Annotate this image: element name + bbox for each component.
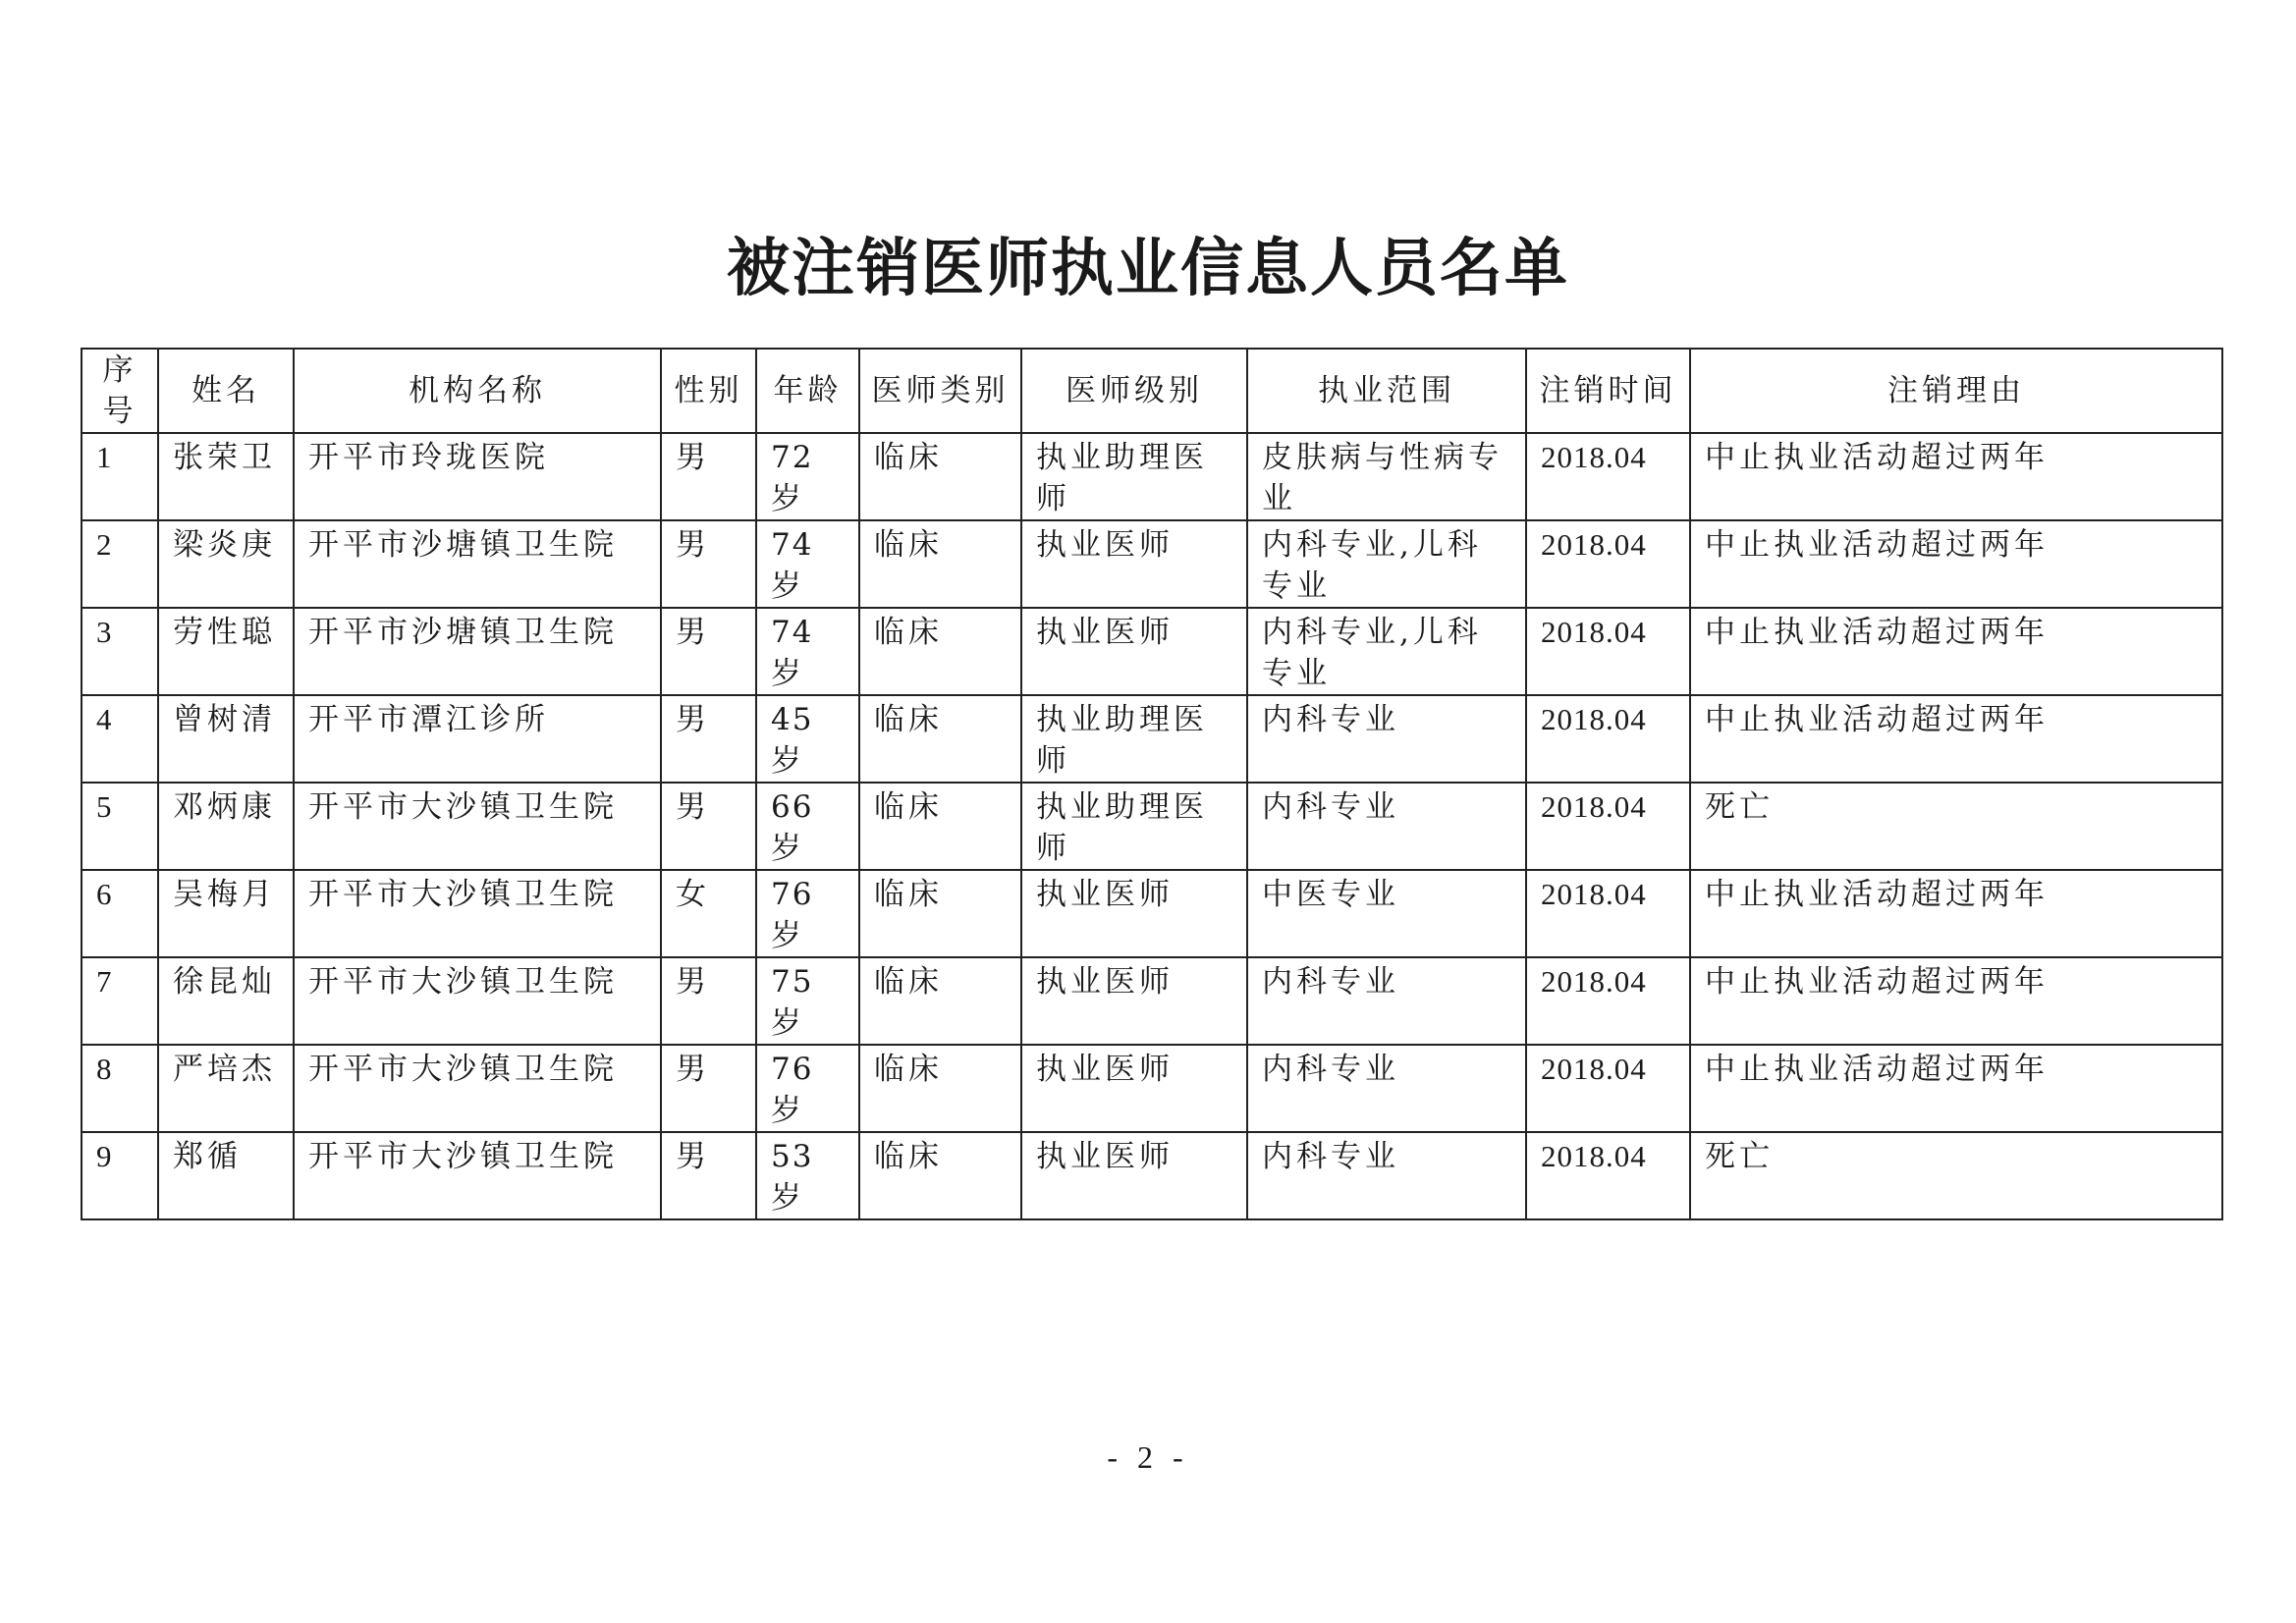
- deregistered-physicians-table: [81, 348, 2223, 1220]
- cell-category: 临床: [859, 870, 1021, 957]
- column-header: 医师级别: [1021, 349, 1247, 433]
- table-row: [82, 608, 2222, 695]
- cell-age: 76岁: [756, 1045, 859, 1132]
- page-title: 被注销医师执业信息人员名单: [727, 233, 1569, 305]
- table-row: [82, 1132, 2222, 1219]
- table-row: [82, 695, 2222, 783]
- cell-level: 执业助理医师: [1021, 433, 1247, 520]
- cell-gender: 男: [661, 433, 756, 520]
- cell-institution: 开平市大沙镇卫生院: [294, 1045, 661, 1132]
- cell-institution: 开平市大沙镇卫生院: [294, 957, 661, 1045]
- cell-level: 执业医师: [1021, 870, 1247, 957]
- cell-scope: 内科专业: [1247, 695, 1526, 783]
- column-header: 机构名称: [294, 349, 661, 433]
- cell-category: 临床: [859, 695, 1021, 783]
- cell-reason: 死亡: [1690, 783, 2222, 870]
- cell-index: 5: [82, 783, 158, 870]
- cell-institution: 开平市潭江诊所: [294, 695, 661, 783]
- cell-name: 劳性聪: [158, 608, 294, 695]
- cell-date: 2018.04: [1526, 1132, 1690, 1219]
- cell-institution: 开平市大沙镇卫生院: [294, 1132, 661, 1219]
- cell-category: 临床: [859, 520, 1021, 608]
- cell-index: 2: [82, 520, 158, 608]
- cell-category: 临床: [859, 1045, 1021, 1132]
- cell-scope: 内科专业: [1247, 783, 1526, 870]
- cell-age: 53岁: [756, 1132, 859, 1219]
- cell-level: 执业医师: [1021, 1132, 1247, 1219]
- cell-institution: 开平市沙塘镇卫生院: [294, 520, 661, 608]
- cell-level: 执业医师: [1021, 1045, 1247, 1132]
- column-header: 注销理由: [1690, 349, 2222, 433]
- cell-institution: 开平市大沙镇卫生院: [294, 783, 661, 870]
- cell-date: 2018.04: [1526, 783, 1690, 870]
- cell-reason: 中止执业活动超过两年: [1690, 608, 2222, 695]
- table-row: [82, 520, 2222, 608]
- column-header: 序号: [82, 349, 158, 433]
- cell-level: 执业医师: [1021, 608, 1247, 695]
- column-header: 医师类别: [859, 349, 1021, 433]
- cell-gender: 女: [661, 870, 756, 957]
- cell-gender: 男: [661, 1132, 756, 1219]
- cell-gender: 男: [661, 783, 756, 870]
- cell-date: 2018.04: [1526, 608, 1690, 695]
- cell-level: 执业助理医师: [1021, 783, 1247, 870]
- cell-name: 郑循: [158, 1132, 294, 1219]
- cell-gender: 男: [661, 1045, 756, 1132]
- cell-age: 66岁: [756, 783, 859, 870]
- cell-age: 45岁: [756, 695, 859, 783]
- table-row: [82, 957, 2222, 1045]
- cell-date: 2018.04: [1526, 870, 1690, 957]
- cell-reason: 中止执业活动超过两年: [1690, 1045, 2222, 1132]
- cell-category: 临床: [859, 433, 1021, 520]
- cell-institution: 开平市大沙镇卫生院: [294, 870, 661, 957]
- cell-reason: 死亡: [1690, 1132, 2222, 1219]
- cell-gender: 男: [661, 695, 756, 783]
- cell-scope: 内科专业: [1247, 1132, 1526, 1219]
- cell-date: 2018.04: [1526, 695, 1690, 783]
- cell-reason: 中止执业活动超过两年: [1690, 433, 2222, 520]
- cell-index: 4: [82, 695, 158, 783]
- cell-institution: 开平市沙塘镇卫生院: [294, 608, 661, 695]
- column-header: 执业范围: [1247, 349, 1526, 433]
- cell-index: 8: [82, 1045, 158, 1132]
- cell-name: 吴梅月: [158, 870, 294, 957]
- cell-index: 6: [82, 870, 158, 957]
- cell-scope: 中医专业: [1247, 870, 1526, 957]
- cell-index: 9: [82, 1132, 158, 1219]
- cell-name: 邓炳康: [158, 783, 294, 870]
- cell-scope: 皮肤病与性病专业: [1247, 433, 1526, 520]
- cell-name: 严培杰: [158, 1045, 294, 1132]
- cell-name: 梁炎庚: [158, 520, 294, 608]
- table-row: [82, 433, 2222, 520]
- cell-scope: 内科专业,儿科专业: [1247, 608, 1526, 695]
- cell-level: 执业医师: [1021, 520, 1247, 608]
- cell-reason: 中止执业活动超过两年: [1690, 870, 2222, 957]
- cell-date: 2018.04: [1526, 957, 1690, 1045]
- cell-name: 徐昆灿: [158, 957, 294, 1045]
- page-number: - 2 -: [1107, 1439, 1189, 1475]
- cell-reason: 中止执业活动超过两年: [1690, 520, 2222, 608]
- column-header: 年龄: [756, 349, 859, 433]
- cell-age: 74岁: [756, 520, 859, 608]
- table-row: [82, 870, 2222, 957]
- column-header: 姓名: [158, 349, 294, 433]
- cell-index: 7: [82, 957, 158, 1045]
- cell-gender: 男: [661, 608, 756, 695]
- cell-institution: 开平市玲珑医院: [294, 433, 661, 520]
- column-header: 性别: [661, 349, 756, 433]
- cell-reason: 中止执业活动超过两年: [1690, 695, 2222, 783]
- cell-age: 72岁: [756, 433, 859, 520]
- cell-age: 74岁: [756, 608, 859, 695]
- cell-age: 76岁: [756, 870, 859, 957]
- column-header: 注销时间: [1526, 349, 1690, 433]
- cell-category: 临床: [859, 608, 1021, 695]
- cell-level: 执业助理医师: [1021, 695, 1247, 783]
- cell-category: 临床: [859, 1132, 1021, 1219]
- cell-gender: 男: [661, 957, 756, 1045]
- cell-age: 75岁: [756, 957, 859, 1045]
- cell-category: 临床: [859, 957, 1021, 1045]
- cell-date: 2018.04: [1526, 520, 1690, 608]
- cell-scope: 内科专业: [1247, 957, 1526, 1045]
- cell-category: 临床: [859, 783, 1021, 870]
- cell-date: 2018.04: [1526, 433, 1690, 520]
- cell-index: 1: [82, 433, 158, 520]
- cell-name: 曾树清: [158, 695, 294, 783]
- table-row: [82, 783, 2222, 870]
- cell-index: 3: [82, 608, 158, 695]
- cell-reason: 中止执业活动超过两年: [1690, 957, 2222, 1045]
- cell-scope: 内科专业: [1247, 1045, 1526, 1132]
- cell-name: 张荣卫: [158, 433, 294, 520]
- cell-date: 2018.04: [1526, 1045, 1690, 1132]
- cell-gender: 男: [661, 520, 756, 608]
- table-row: [82, 1045, 2222, 1132]
- cell-scope: 内科专业,儿科专业: [1247, 520, 1526, 608]
- table-header-row: [82, 349, 2222, 433]
- cell-level: 执业医师: [1021, 957, 1247, 1045]
